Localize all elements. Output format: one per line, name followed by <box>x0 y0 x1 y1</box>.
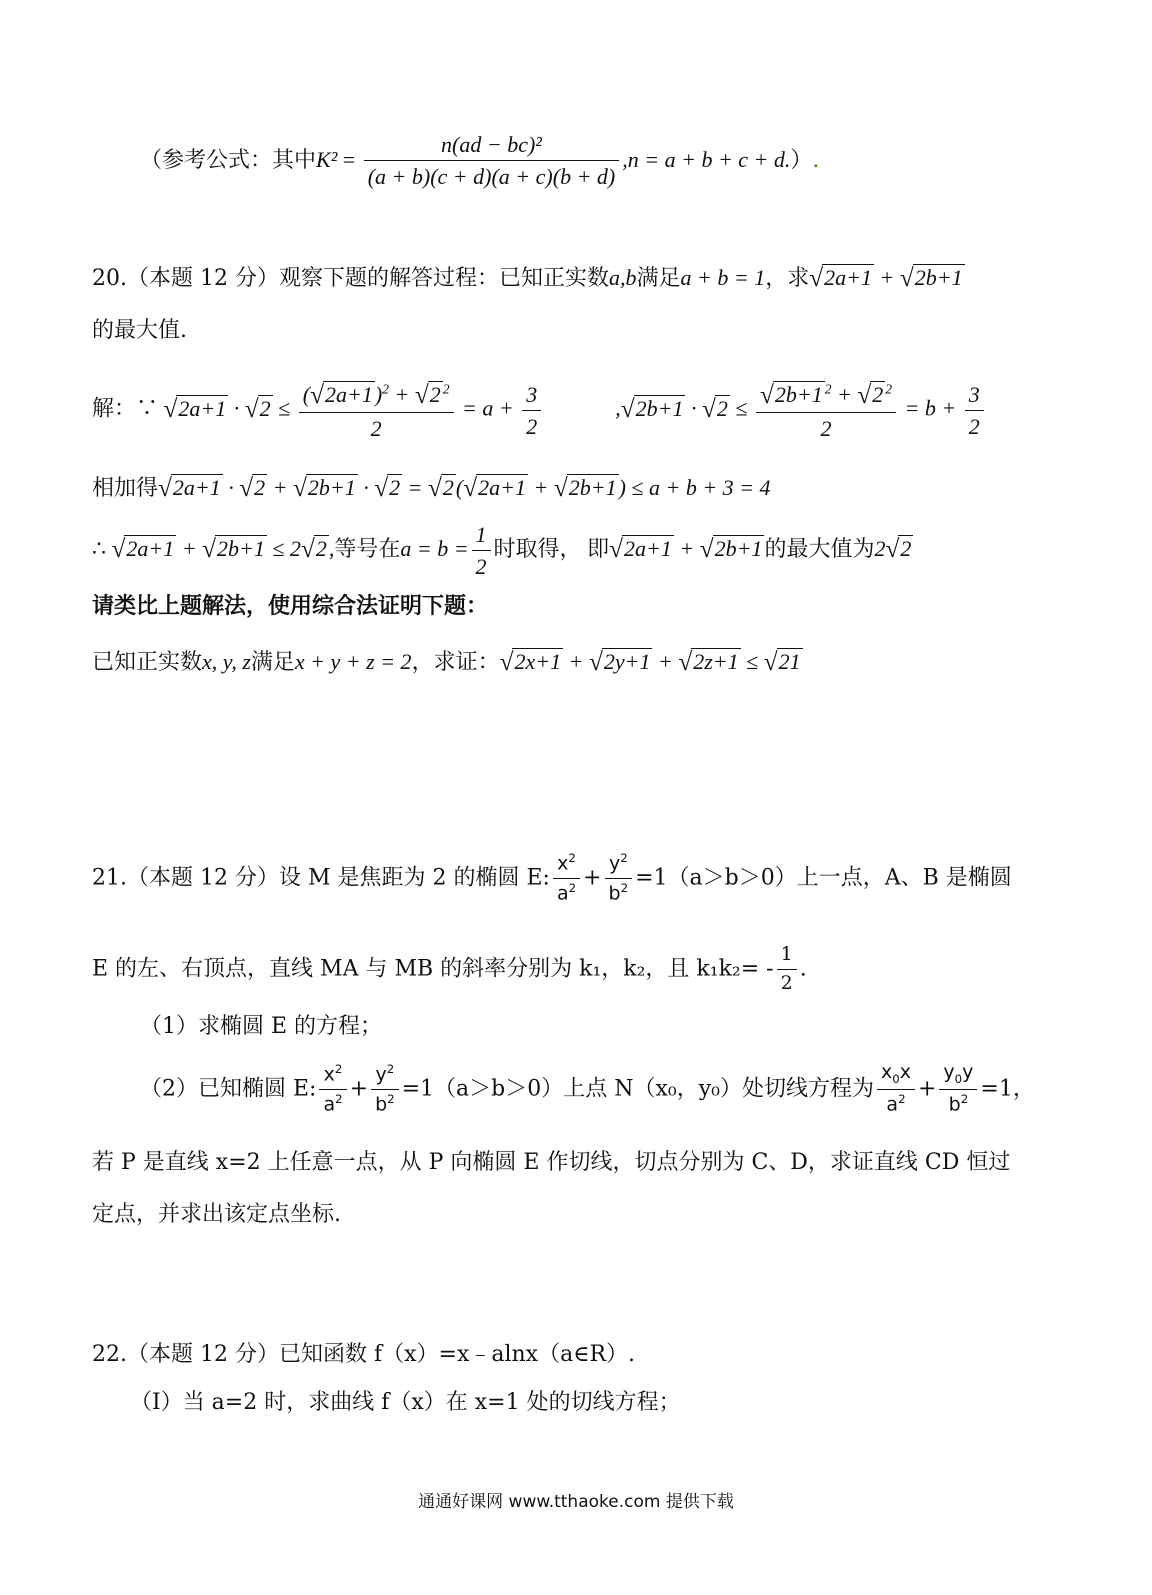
page-footer: 通通好课网 www.tthaoke.com 提供下载 <box>418 1492 734 1512</box>
q20-solution-step1: 解：∵ √2a+1 · √2 ≤ $\frac{(√2a+1)^2 + √2 ^2}{2}$ = a + $\frac{3}{2}$ ,√2b+1 · √2 ≤ $\frac{√2b+1 ^2 + √2 ^2}{2}$ = b + $\frac{3}{2}$ <box>92 380 1060 441</box>
q21-part2: （2）已知椭圆 E: $\frac{x^2}{a^2}$ + $\frac{y^2}{b^2}$ =1（a＞b＞0）上点 N（x₀，y₀）处切线方程为 $\frac{x_0x}{a^2}$ + $\frac{y_0y}{b^2}$ =1， <box>140 1061 1035 1116</box>
q21-part1: （1）求椭圆 E 的方程； <box>140 1014 383 1039</box>
q20-solution-step3: ∴ √2a+1 + √2b+1 ≤ 2√2,等号在a = b = $\frac{1}{2}$ 时取得， 即√2a+1 + √2b+1的最大值为2√2 <box>92 522 912 580</box>
q21-stem: 21.（本题 12 分）设 M 是焦距为 2 的椭圆 E: $\frac{x^2}{a^2}$ + $\frac{y^2}{b^2}$ =1（a＞b＞0）上一点，A、B 是椭圆 <box>92 851 1012 905</box>
q20-solution-step2: 相加得√2a+1 · √2 + √2b+1 · √2 = √2(√2a+1 + √2b+1) ≤ a + b + 3 = 4 <box>92 474 771 503</box>
q20-stem: 20.（本题 12 分）观察下题的解答过程：已知正实数a,b满足a + b = 1，求√2a+1 + √2b+1 <box>92 264 963 293</box>
reference-formula: （参考公式：其中K² = $\frac{\text{n(ad − bc)²}}{(a + b)(c + d)(a + c)(b + d)}$ ,n = a + b + c + d.）. <box>140 132 820 190</box>
q20-instruction: 请类比上题解法，使用综合法证明下题： <box>92 594 489 619</box>
q21-part2-line3: 定点，并求出该定点坐标. <box>92 1202 341 1227</box>
q22-stem: 22.（本题 12 分）已知函数 f（x）=x﹣alnx（a∈R）. <box>92 1342 636 1367</box>
q20-stem-tail: 的最大值. <box>92 318 187 343</box>
k-squared-fraction: $\frac{\text{n(ad − bc)²}}{(a + b)(c + d)(a + c)(b + d)}$ <box>364 132 620 190</box>
q22-part1: （Ⅰ）当 a=2 时，求曲线 f（x）在 x=1 处的切线方程； <box>130 1390 681 1415</box>
q21-part2-line2: 若 P 是直线 x=2 上任意一点，从 P 向椭圆 E 作切线，切点分别为 C、D，求证直线 CD 恒过 <box>92 1150 1011 1175</box>
q21-stem-line2: E 的左、右顶点，直线 MA 与 MB 的斜率分别为 k₁，k₂，且 k₁k₂= - $\frac{1}{2}$ . <box>92 943 807 994</box>
q20-problem: 已知正实数x, y, z满足x + y + z = 2，求证：√2x+1 + √2y+1 + √2z+1 ≤ √21 <box>92 648 801 677</box>
